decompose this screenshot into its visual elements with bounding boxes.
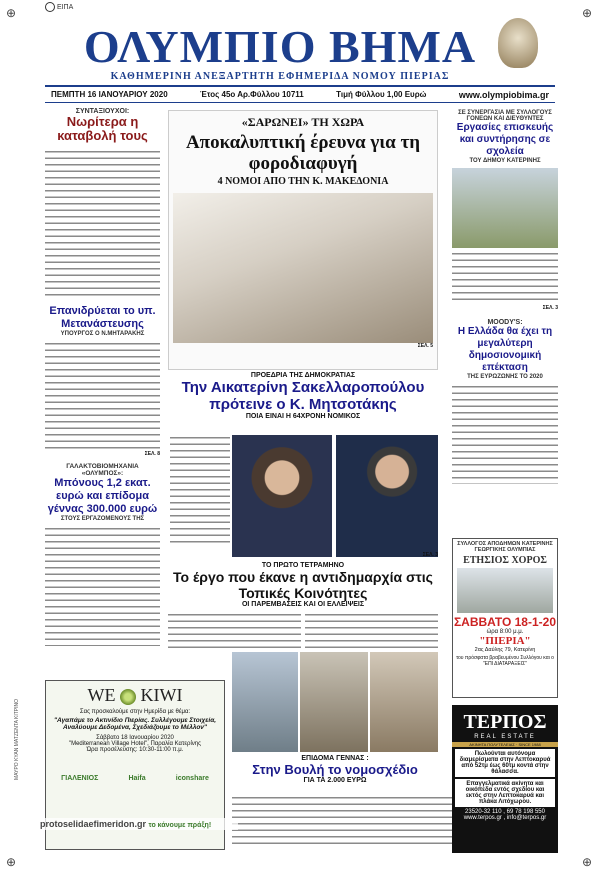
article-body	[45, 341, 160, 451]
ad-address: 2ας Δαύλης 79, Κατερίνη	[474, 647, 536, 653]
statue-logo-icon	[498, 18, 538, 68]
ad-org: ΣΥΛΛΟΓΟΣ ΑΠΟΔΗΜΩΝ ΚΑΤΕΡΙΝΗΣ ΓΕΩΡΓΙΚΗΣ ΟΛΥΜΠΙΑΣ	[457, 541, 553, 553]
website-link[interactable]: www.olympiobima.gr	[458, 89, 549, 100]
president-photo	[232, 435, 332, 557]
ad-brand-sub: REAL ESTATE	[474, 734, 536, 740]
president-story	[168, 372, 438, 420]
page-ref: ΣΕΛ. 8	[144, 451, 160, 457]
article-body	[170, 435, 230, 545]
ad-web: www.terpos.gr , info@terpos.gr	[463, 815, 547, 821]
kiwi-icon	[120, 689, 136, 705]
crop-mark: ⊕	[6, 855, 17, 869]
ad-text: Επαγγελματικά ακίνητα και οικόπεδα εντός σχεδίου και εκτός στην Λεπτοκαρυά και πλάκα Λιτόχωρου.	[455, 779, 555, 807]
crop-mark: ⊕	[582, 6, 593, 20]
article-kicker: MOODY'S:	[487, 319, 523, 326]
crop-mark: ⊕	[582, 855, 593, 869]
article-title[interactable]: Νωρίτερα η καταβολή τους	[57, 114, 148, 143]
lead-photo	[173, 193, 433, 343]
ad-we: WE	[87, 685, 116, 705]
lead-headline[interactable]: Αποκαλυπτική έρευνα για τη φοροδιαφυγή	[185, 132, 421, 174]
article-title[interactable]: Εργασίες επισκευής και συντήρησης σε σχολεία	[456, 122, 554, 157]
ad-kiwi: KIWI	[140, 685, 183, 705]
ad-photo	[457, 568, 553, 613]
lead-story	[168, 110, 438, 370]
dance-ad[interactable]	[452, 538, 558, 698]
article-kicker: ΓΑΛΑΚΤΟΒΙΟΜΗΧΑΝΙΑ «ΟΛΥΜΠΟΣ»:	[66, 463, 139, 477]
article-kicker: ΣΕ ΣΥΝΕΡΓΑΣΙΑ ΜΕ ΣΥΛΛΟΓΟΥΣ ΓΟΝΕΩΝ ΚΑΙ ΔΙΕΥΘΥΝΤΕΣ	[458, 110, 552, 122]
lead-subhead: 4 ΝΟΜΟΙ ΑΠΟ ΤΗΝ Κ. ΜΑΚΕΔΟΝΙΑ	[217, 176, 389, 187]
article-subtitle: ΣΤΟΥΣ ΕΡΓΑΖΟΜΕΝΟΥΣ ΤΗΣ	[60, 516, 145, 522]
article-title[interactable]: Στην Βουλή το νομοσχέδιο	[252, 762, 418, 777]
article-kicker: ΠΡΟΕΔΡΙΑ ΤΗΣ ΔΗΜΟΚΡΑΤΙΑΣ	[250, 372, 356, 379]
ad-date: Σάββατο 18 Ιανουαρίου 2020	[96, 735, 174, 741]
article-title[interactable]: Την Αικατερίνη Σακελλαροπούλου πρότεινε ο Κ. Μητσοτάκης	[181, 379, 425, 413]
ad-time: Ώρα προσέλευσης: 10:30-11:00 π.μ.	[86, 747, 184, 753]
page-ref: ΣΕΛ. 3	[422, 552, 438, 558]
ad-place: "Mediterranean Village Hotel", Παραλία Κατερίνης	[68, 741, 202, 747]
sponsor-logo: Haifa	[128, 775, 146, 782]
watermark-site: protoselidaefimeridon.gr	[40, 819, 147, 829]
article-kicker: ΤΟ ΠΡΩΤΟ ΤΕΤΡΑΜΗΝΟ	[261, 562, 345, 569]
birth-benefit-story	[232, 755, 438, 784]
lead-kicker: «ΣΑΡΩΝΕΙ» ΤΗ ΧΩΡΑ	[241, 115, 365, 129]
ad-tagline: ΑΚΙΝΗΤΑ ΠΟΛΥΤΕΛΕΙΑΣ · SINCE 1988	[452, 742, 558, 747]
article-subtitle: ΤΟΥ ΔΗΜΟΥ ΚΑΤΕΡΙΝΗΣ	[469, 158, 541, 164]
pm-photo	[336, 435, 438, 557]
ad-theme: "Αγαπάμε το Ακτινίδιο Πιερίας. Συλλέγουμε Στοιχεία, Αναλύουμε Δεδομένα, Σχεδιάζουμε το Μέλλον"	[53, 717, 217, 731]
article-subtitle: ΟΙ ΠΑΡΕΜΒΑΣΕΙΣ ΚΑΙ ΟΙ ΕΛΛΕΙΨΕΙΣ	[241, 601, 365, 608]
article-body	[168, 612, 301, 652]
masthead-title: ΟΛΥΜΠΙΟ ΒΗΜΑ	[83, 21, 477, 72]
article-title[interactable]: Μπόνους 1,2 εκατ. ευρώ και επίδομα γέννας 300.000 ευρώ	[47, 477, 158, 515]
article-body	[45, 149, 160, 299]
ad-info: του πρόσφατα βραβευμένου Συλλόγου και ο "ΕΠΙ ΔΙΑΤΑΡΑΞΕΙΣ"	[456, 655, 554, 667]
ad-time: ώρα 8:00 μ.μ.	[486, 629, 524, 635]
article-body	[452, 384, 558, 484]
article-subtitle: ΥΠΟΥΡΓΟΣ Ο Ν.ΜΗΤΑΡΑΚΗΣ	[60, 331, 145, 337]
sponsor-logo: iconshare	[175, 775, 209, 782]
article-kicker: ΕΠΙΔΟΜΑ ΓΕΝΝΑΣ :	[301, 755, 369, 762]
ad-text: Πωλούνται αυτόνομα διαμερίσματα στην Λεπτοκαρυά από 52τμ έως 60τμ κοντά στην θάλασσα.	[455, 749, 555, 777]
masthead-subtitle: ΚΑΘΗΜΕΡΙΝΗ ΑΝΕΞΑΡΤΗΤΗ ΕΦΗΜΕΡΙΔΑ ΝΟΜΟΥ ΠΙΕΡΙΑΣ	[110, 71, 450, 82]
work-photo	[300, 652, 368, 752]
article-title[interactable]: Επανιδρύεται το υπ. Μετανάστευσης	[49, 305, 156, 330]
work-photo	[232, 652, 298, 752]
issue-number: Έτος 45ο Αρ.Φύλλου 10711	[200, 90, 304, 99]
article-body	[45, 526, 160, 646]
ad-brand: ΤΕΡΠΟΣ	[463, 711, 547, 733]
publisher-logo: ΕΙΠΑ	[45, 2, 73, 12]
ad-date: ΣΑΒΒΑΤΟ 18-1-20	[453, 615, 556, 629]
school-photo	[452, 168, 558, 248]
ad-invite: Σας προσκαλούμε στην Ημερίδα με θέμα:	[79, 709, 191, 715]
article-title[interactable]: Η Ελλάδα θα έχει τη μεγαλύτερη δημοσιονομική επέκταση	[457, 326, 553, 373]
article-title[interactable]: Το έργο που έκανε η αντιδημαρχία στις Τοπικές Κοινότητες	[173, 569, 433, 601]
article-body	[452, 251, 558, 305]
ad-venue: "ΠΙΕΡΙΑ"	[479, 635, 531, 647]
date-bar	[45, 85, 555, 103]
article-subtitle: ΤΗΣ ΕΥΡΩΖΩΝΗΣ ΤΟ 2020	[467, 374, 543, 380]
article-kicker: ΣΥΝΤΑΞΙΟΥΧΟΙ:	[75, 108, 130, 115]
article-subtitle: ΓΙΑ ΤΑ 2.000 ΕΥΡΩ	[303, 777, 367, 784]
page-ref: ΣΕΛ. 5	[417, 343, 433, 349]
article-body	[305, 612, 438, 652]
communities-story	[168, 562, 438, 658]
sponsor-logo: ΓΙΑΛΕΝΙΟΣ	[61, 775, 99, 782]
issue-date: ΠΕΜΠΤΗ 16 ΙΑΝΟΥΑΡΙΟΥ 2020	[51, 90, 168, 99]
watermark-cta: το κάνουμε πράξη!	[148, 822, 212, 829]
right-column	[452, 110, 558, 484]
ad-title: ΕΤΗΣΙΟΣ ΧΟΡΟΣ	[463, 555, 547, 566]
watermark	[38, 818, 238, 830]
terpos-ad[interactable]	[452, 705, 558, 853]
page-ref: ΣΕΛ. 3	[542, 305, 558, 311]
left-column	[45, 108, 160, 646]
print-color-mark: ΜΑΥΡΟ ΚΥΑΝ ΜΑΤΖΕΝΤΑ ΚΙΤΡΙΝΟ	[14, 698, 20, 780]
issue-price: Τιμή Φύλλου 1,00 Ευρώ	[336, 90, 427, 99]
article-subtitle: ΠΟΙΑ ΕΙΝΑΙ Η 64ΧΡΟΝΗ ΝΟΜΙΚΟΣ	[245, 413, 361, 420]
crop-mark: ⊕	[6, 6, 17, 20]
ad-phone: 23520-32 110 , 69 78 198 550	[465, 809, 545, 815]
work-photo	[370, 652, 438, 752]
